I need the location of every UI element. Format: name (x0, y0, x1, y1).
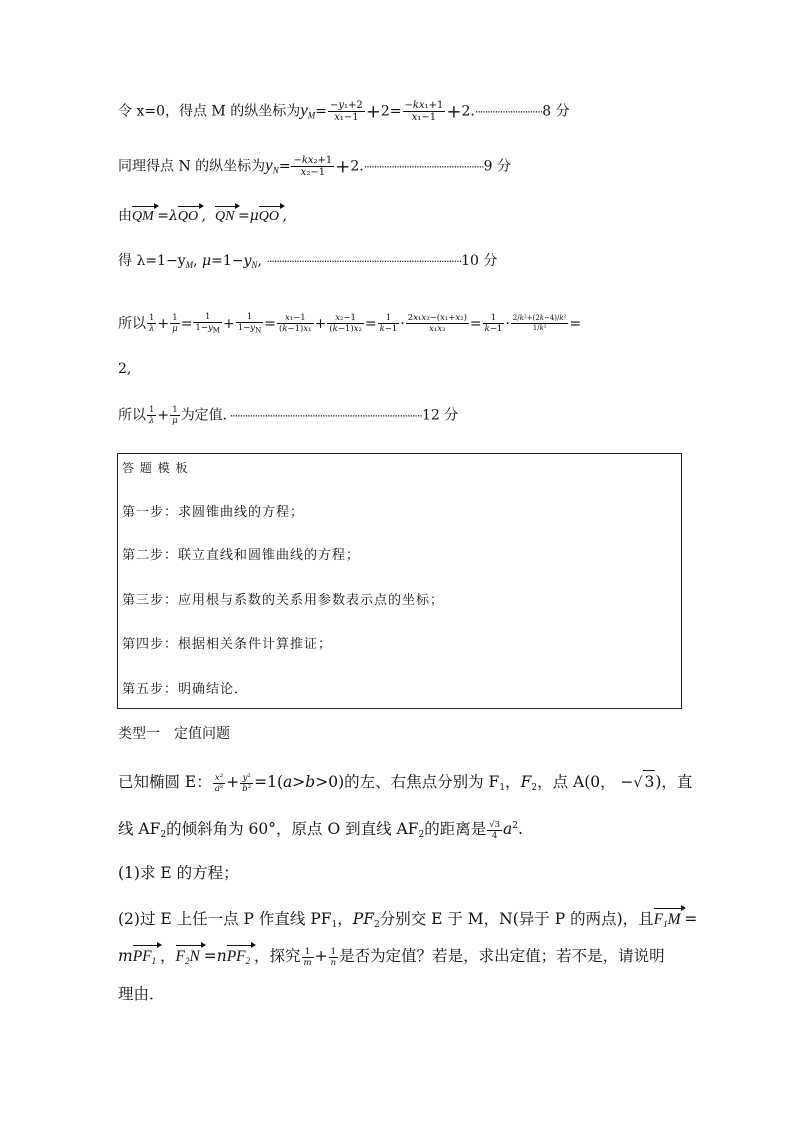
solution-line-7: 所以 $\frac{1}{\lambda}$ + $\frac{1}{\mu}$ 为定值．·············································································12 分 (118, 405, 459, 426)
score-10: 10 分 (461, 253, 498, 269)
score-12: 12 分 (421, 407, 459, 424)
solution-line-4: 得 $\lambda=1-y_M$, $\mu=1-y_N$, ··············································································10 分 (118, 253, 498, 270)
score-9: 9 分 (483, 158, 511, 175)
solution-line-5: 所以 $\frac{1}{\lambda}$ + $\frac{1}{\mu}$ = $\frac{1}{1-y_M}$ + $\frac{1}{1-y_N}$ = $\frac{\text{x₁−1}}{\text{(k−1)x₁}}$ + $\frac{\text{x₂−1}}{\text{(k−1)x₂}}$ = $\frac{1}{k-1}$ · $\frac{\text{2x₁x₂−(x₁+x₂)}}{\text{x₁x₂}}$ = $\frac{1}{k-1}$ · $\frac{\text{2/k²+(2k−4)/k²}}{\text{1/k²}}$ = (118, 312, 582, 335)
line7-tail: 为定值． (180, 407, 230, 424)
template-step-3: 第三步：应用根与系数的关系用参数表示点的坐标； (122, 593, 445, 608)
line5-text: 所以 (118, 315, 146, 332)
line6-text: 2, (118, 361, 132, 377)
problem-part-1: (1)求 E 的方程； (118, 864, 239, 882)
line2-text: 同理得点 N 的纵坐标为 (118, 158, 266, 175)
section-heading: 类型一 定值问题 (118, 726, 230, 742)
template-step-2: 第二步：联立直线和圆锥曲线的方程； (122, 548, 361, 563)
template-step-5: 第五步：明确结论． (122, 682, 249, 697)
line3-text: 由 (118, 208, 132, 224)
line1-text: 令 x=0，得点 M 的纵坐标为 (118, 103, 301, 120)
answer-template-box (117, 453, 682, 709)
solution-line-6 (118, 359, 131, 379)
line4-text: 得 λ=1−y (118, 253, 186, 269)
solution-line-2: 同理得点 N 的纵坐标为$y_N=$ $\frac{\text{−kx₂+1}}{\text{x₂−1}}$ +2.················································9 分 (118, 155, 511, 178)
problem-line-1: 已知椭圆 E： $\frac{\text{x²}}{\text{a²}}$ + $\frac{\text{y²}}{\text{b²}}$ =1(a>b>0)的左、右焦点分别为 $F_1$，$F_2$，点 A(0， −√ 3)，直 (118, 770, 692, 799)
solution-line-1: 令 x=0，得点 M 的纵坐标为$y_M=$ $\frac{\text{−y₁+2}}{\text{x₁−1}}$ +2= $\frac{\text{−kx₁+1}}{\text{x₁−1}}$ +2.···························8 分 (118, 100, 570, 123)
template-title: 答 题 模 板 (122, 461, 189, 475)
problem-line-2: 线 $AF_2$的倾斜角为 60°，原点 O 到直线 $AF_2$的距离是 $\frac{√3}{4}$ $a^2$. (118, 819, 523, 841)
template-step-4: 第四步：根据相关条件计算推证； (122, 637, 333, 652)
template-step-1: 第一步：求圆锥曲线的方程； (122, 505, 305, 520)
problem-part-2-end: 理由． (118, 985, 165, 1003)
problem-part-2: (2)过 E 上任一点 P 作直线 $PF_1$，$PF_2$分别交 E 于 M，N(异于 P 的两点)，且$F_1M$ = (118, 908, 697, 936)
line7-text: 所以 (118, 407, 146, 424)
problem-part-2-cont: mPF$_1$ ，$F_2N =nPF_2$ ，探究 $\frac{1}{m}$ + $\frac{1}{n}$ 是否为定值？若是，求出定值；若不是，请说明 (118, 945, 665, 972)
solution-line-3: 由QM =λQO , QN =μQO , (118, 206, 287, 227)
score-8: 8 分 (542, 103, 570, 120)
